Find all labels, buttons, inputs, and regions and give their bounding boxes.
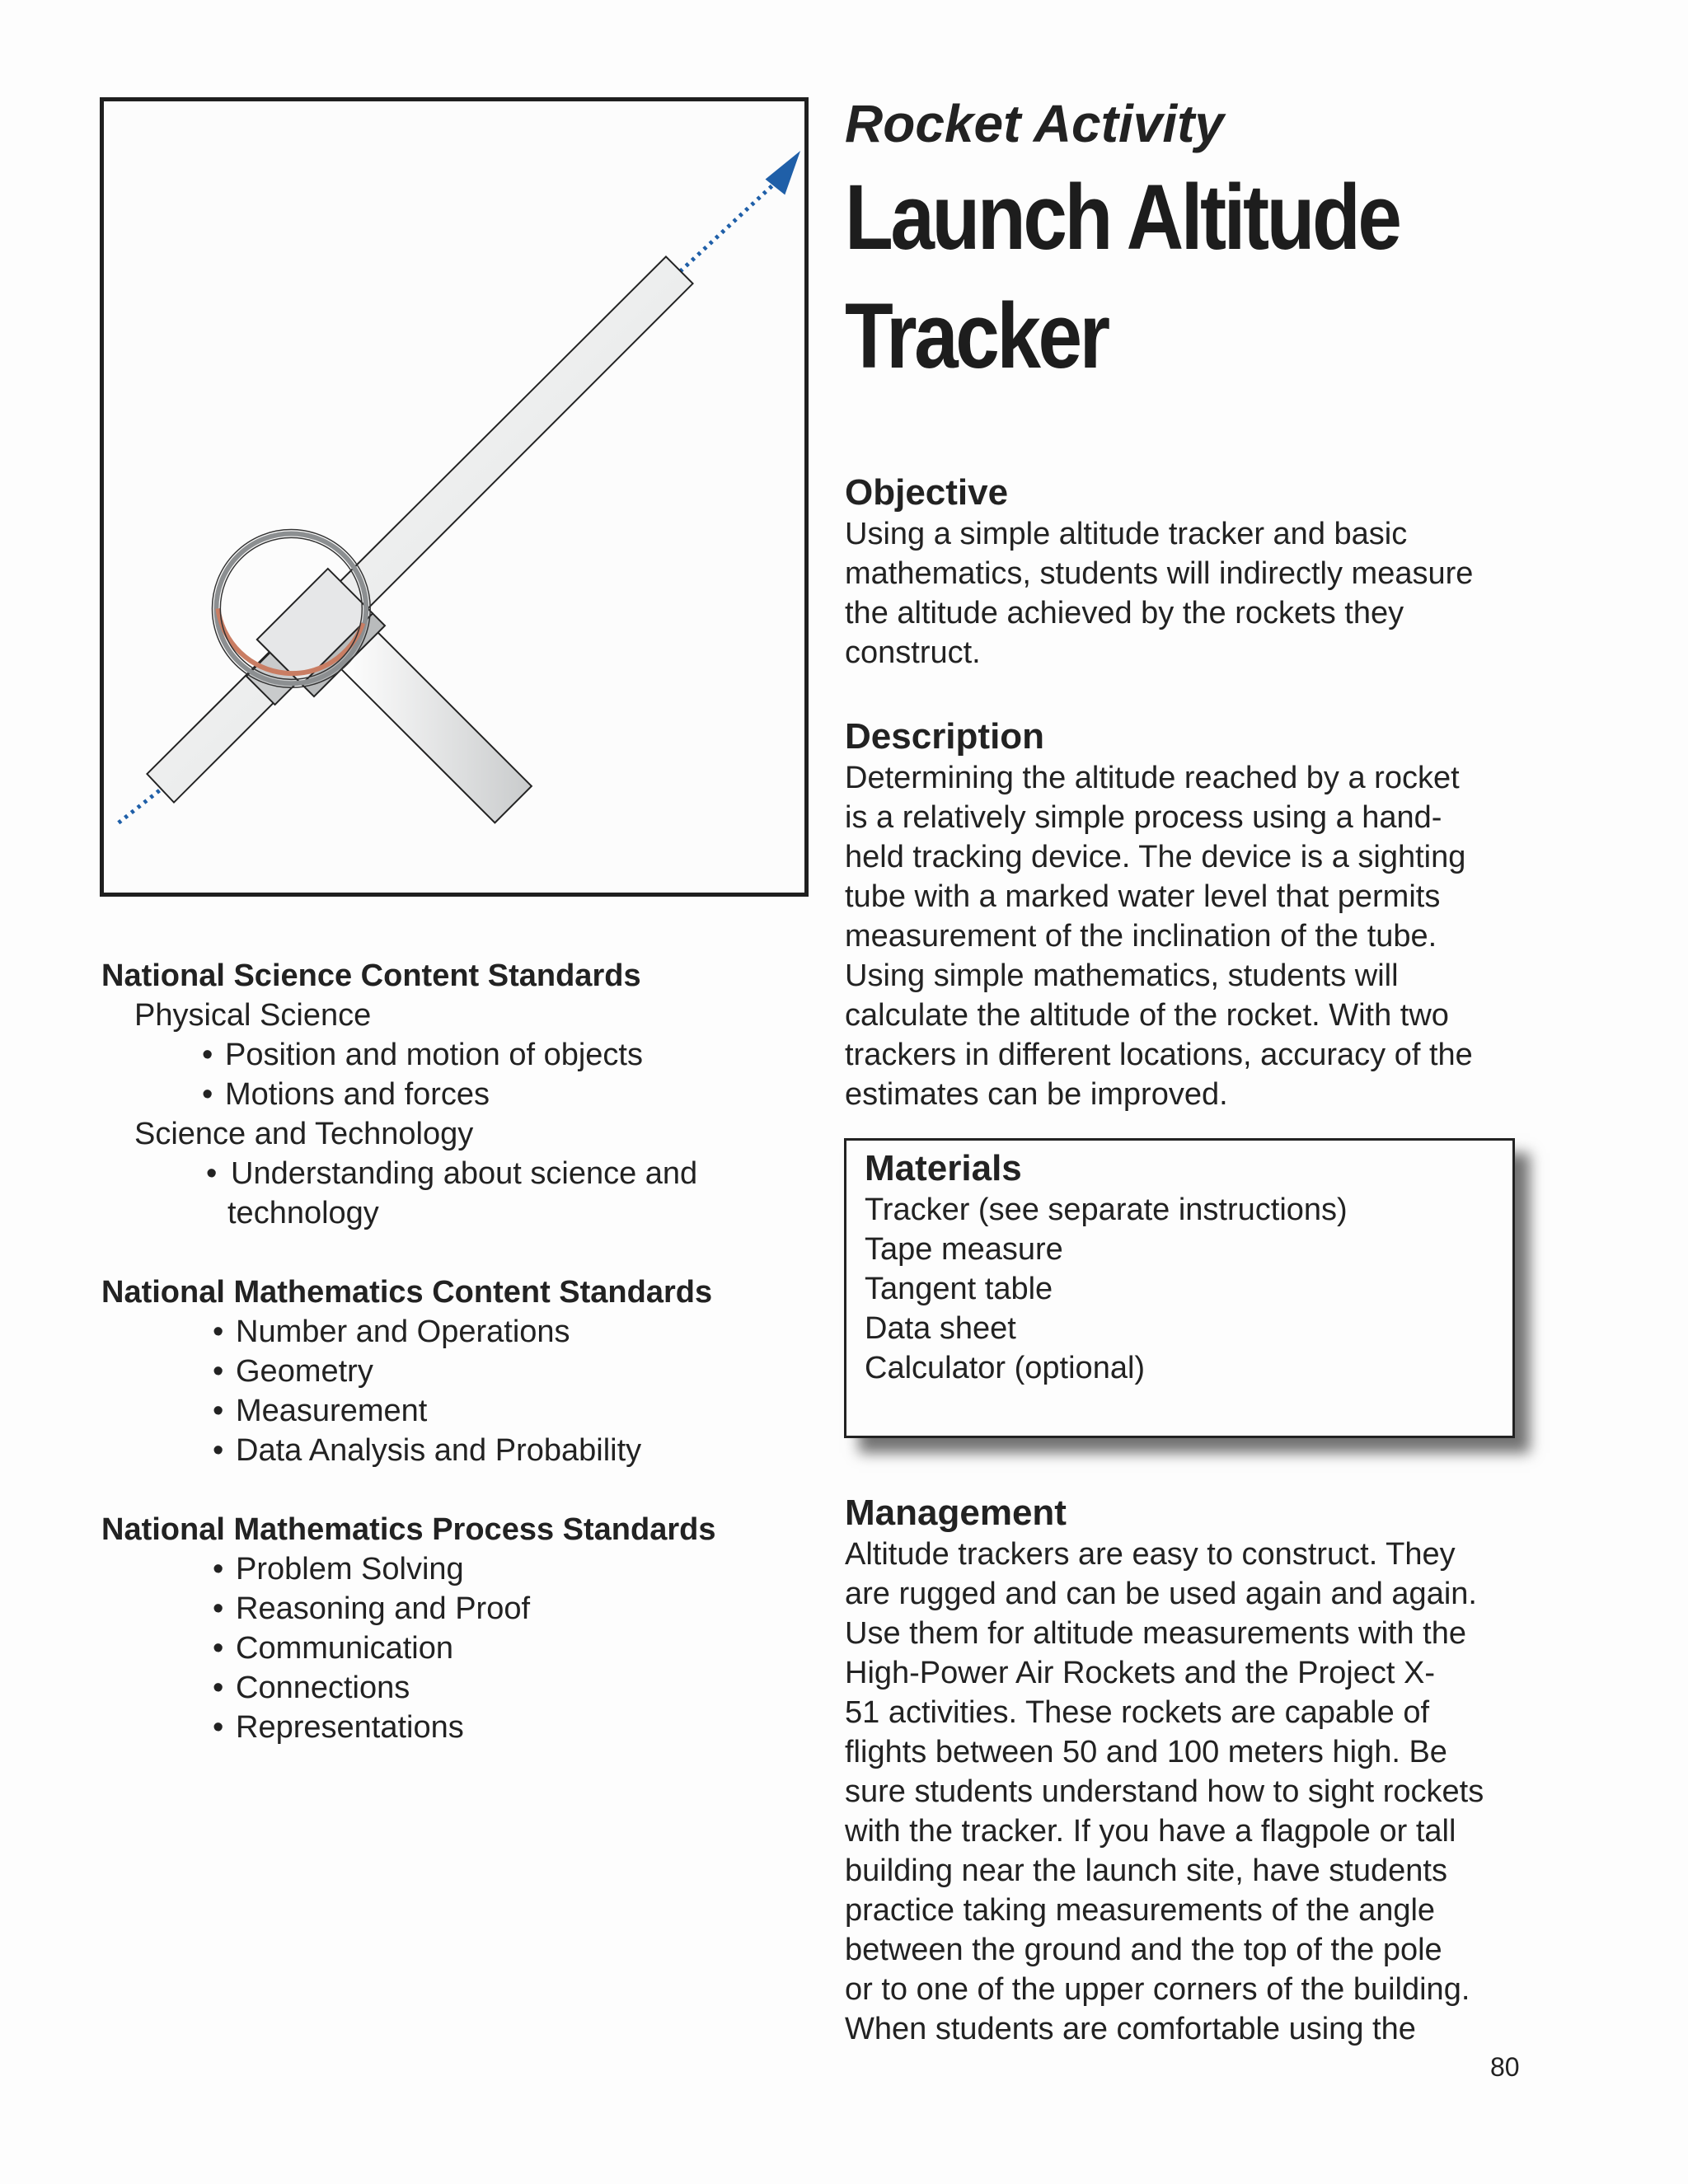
page-number: 80 xyxy=(1490,2052,1520,2082)
objective-line: mathematics, students will indirectly measure xyxy=(845,556,1474,591)
description-section xyxy=(845,715,1554,1114)
math-content-heading: National Mathematics Content Standards xyxy=(101,1275,713,1310)
description-line: Determining the altitude reached by a rocket xyxy=(845,761,1460,795)
management-text xyxy=(845,1535,1554,2049)
management-line: practice taking measurements of the angle xyxy=(845,1893,1436,1928)
objective-section xyxy=(845,471,1554,673)
description-line: measurement of the inclination of the tube. xyxy=(845,919,1437,954)
altitude-tracker-diagram-icon xyxy=(104,101,804,893)
management-section xyxy=(845,1492,1554,2049)
math-content-list xyxy=(101,1312,827,1470)
materials-item: Calculator (optional) xyxy=(865,1351,1146,1385)
objective-line: construct. xyxy=(845,635,981,670)
list-item: • Data Analysis and Probability xyxy=(213,1433,642,1468)
management-line: Use them for altitude measurements with the xyxy=(845,1616,1467,1651)
description-line: calculate the altitude of the rocket. With two xyxy=(845,998,1449,1033)
objective-heading: Objective xyxy=(845,472,1009,513)
description-line: held tracking device. The device is a sighting xyxy=(845,840,1466,874)
list-item: • Connections xyxy=(213,1671,410,1705)
materials-item: Tape measure xyxy=(865,1232,1063,1267)
list-item: • Number and Operations xyxy=(213,1315,570,1349)
list-item: • Representations xyxy=(213,1710,464,1745)
title-block xyxy=(845,89,1554,396)
description-line: estimates can be improved. xyxy=(845,1077,1228,1112)
list-item-continuation: technology xyxy=(227,1196,379,1230)
materials-item: Tracker (see separate instructions) xyxy=(865,1193,1348,1227)
management-line: flights between 50 and 100 meters high. Be xyxy=(845,1735,1447,1769)
objective-line: the altitude achieved by the rockets they xyxy=(845,596,1404,630)
description-heading: Description xyxy=(845,716,1045,757)
management-line: 51 activities. These rockets are capable of xyxy=(845,1695,1430,1730)
list-item: • Communication xyxy=(213,1631,453,1666)
description-line: trackers in different locations, accuracy of the xyxy=(845,1038,1473,1072)
description-line: Using simple mathematics, students will xyxy=(845,958,1399,993)
math-process-standards xyxy=(101,1510,827,1747)
materials-heading: Materials xyxy=(865,1148,1022,1188)
materials-item: Data sheet xyxy=(865,1311,1016,1346)
management-line: with the tracker. If you have a flagpole or tall xyxy=(845,1814,1456,1849)
management-heading: Management xyxy=(845,1493,1067,1533)
tracker-illustration xyxy=(100,97,809,897)
math-process-list xyxy=(101,1549,827,1747)
science-standards xyxy=(101,956,827,1233)
materials-list xyxy=(865,1190,1494,1388)
management-line: between the ground and the top of the pole xyxy=(845,1933,1442,1967)
physical-science-label: Physical Science xyxy=(134,998,372,1033)
title-line-2: Tracker xyxy=(845,284,1108,387)
description-line: tube with a marked water level that permits xyxy=(845,879,1441,914)
management-line: sure students understand how to sight rockets xyxy=(845,1774,1484,1809)
management-line: When students are comfortable using the xyxy=(845,2012,1416,2046)
list-item: • Understanding about science and xyxy=(206,1156,698,1191)
objective-text xyxy=(845,514,1554,673)
management-line: are rugged and can be used again and again. xyxy=(845,1577,1477,1611)
objective-line: Using a simple altitude tracker and basic xyxy=(845,517,1408,551)
science-technology-list xyxy=(101,1154,827,1233)
math-process-heading: National Mathematics Process Standards xyxy=(101,1512,716,1547)
science-standards-heading: National Science Content Standards xyxy=(101,958,641,993)
math-content-standards xyxy=(101,1272,827,1470)
materials-item: Tangent table xyxy=(865,1272,1053,1306)
materials-box xyxy=(844,1138,1515,1438)
management-line: or to one of the upper corners of the building. xyxy=(845,1972,1470,2007)
activity-kicker: Rocket Activity xyxy=(845,94,1224,153)
description-text xyxy=(845,758,1554,1114)
list-item: • Measurement xyxy=(213,1394,428,1428)
description-line: is a relatively simple process using a hand- xyxy=(845,800,1442,835)
standards-column xyxy=(101,956,827,1787)
tracker-handle xyxy=(340,631,532,823)
list-item: • Problem Solving xyxy=(213,1552,464,1586)
physical-science-list xyxy=(101,1035,827,1114)
list-item: • Reasoning and Proof xyxy=(213,1591,531,1626)
title-line-1: Launch Altitude xyxy=(845,166,1400,269)
list-item: • Position and motion of objects xyxy=(202,1038,643,1072)
management-line: building near the launch site, have students xyxy=(845,1854,1447,1888)
management-line: Altitude trackers are easy to construct. They xyxy=(845,1537,1456,1572)
list-item: • Motions and forces xyxy=(202,1077,490,1112)
list-item: • Geometry xyxy=(213,1354,373,1389)
science-technology-label: Science and Technology xyxy=(134,1117,474,1151)
page-title xyxy=(845,158,1554,396)
sight-line-lower xyxy=(119,786,165,823)
management-line: High-Power Air Rockets and the Project X- xyxy=(845,1656,1435,1690)
